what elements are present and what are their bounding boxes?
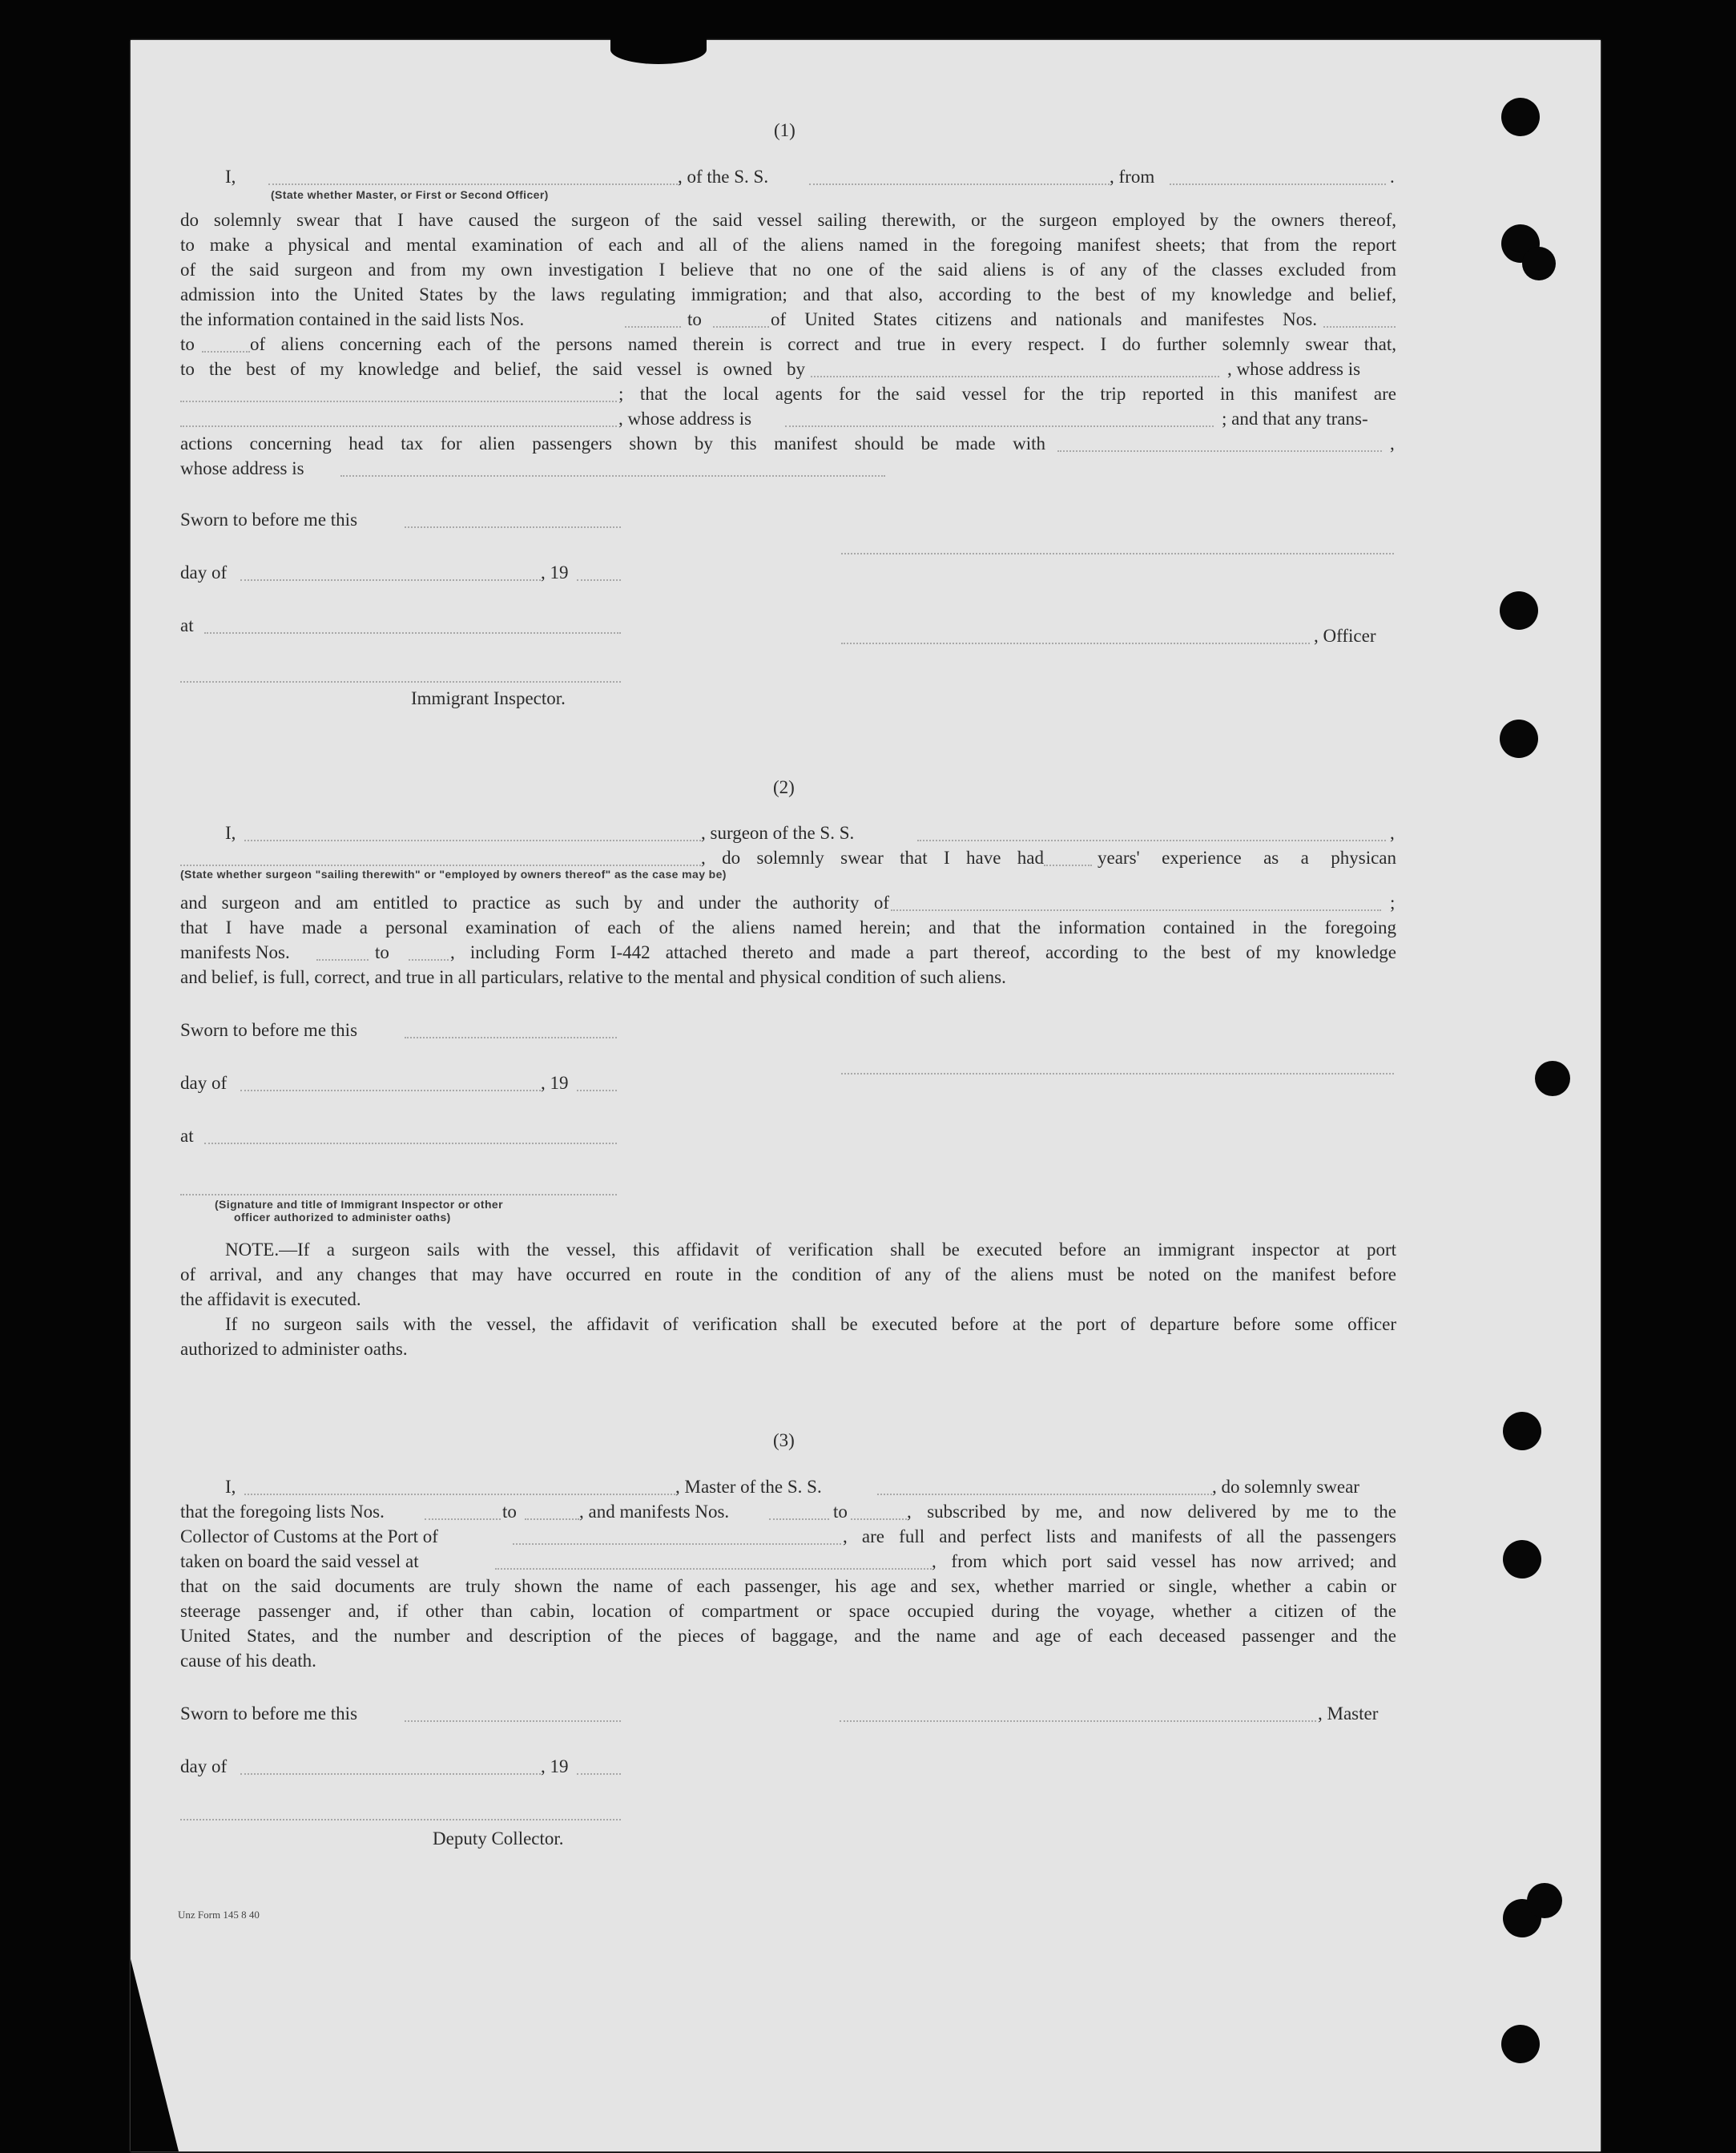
s2-l3: and surgeon and am entitled to practice as such by and under the authority of	[180, 893, 889, 913]
note-line-2: of arrival, and any changes that may have occurred en route in the condition of any of the aliens must be noted on the manifest before	[180, 1264, 1396, 1284]
s1-l9: ; that the local agents for the said vessel for the trip reported in this manifest are	[618, 384, 1396, 404]
master-title-field[interactable]	[268, 183, 681, 185]
s3-manifests-to-field[interactable]	[851, 1518, 907, 1520]
s2-sig-caption-2: officer authorized to administer oaths)	[234, 1211, 451, 1224]
s2-ship-name-field[interactable]	[917, 840, 1386, 841]
s1-end: .	[1390, 167, 1395, 187]
s3-l3b: , are full and perfect lists and manifests of all the passengers	[843, 1526, 1396, 1546]
s2-l2b: years' experience as a physican	[1098, 848, 1396, 868]
s3-line-8: cause of his death.	[180, 1651, 316, 1671]
s1-l6c: of United States citizens and nationals and manifestes Nos.	[771, 309, 1317, 329]
manifests-no-to-field[interactable]	[202, 351, 250, 353]
s3-l4b: , from which port said vessel has now arrived; and	[932, 1551, 1396, 1571]
s3-day-field[interactable]	[240, 1773, 541, 1775]
s1-l8a: to the best of my knowledge and belief, the said vessel is owned by	[180, 359, 805, 379]
punch-hole	[1535, 1061, 1570, 1096]
s3-master-signature-field[interactable]	[840, 1720, 1316, 1722]
s1-instruction: (State whether Master, or First or Second Officer)	[271, 188, 549, 201]
s2-year: , 19	[541, 1073, 569, 1093]
s1-l6b: to	[687, 309, 702, 329]
s1-officer: , Officer	[1314, 626, 1376, 646]
s1-line-4: admission into the United States by the laws regulating immigration; and that also, according to the best of my knowledge and belief,	[180, 284, 1396, 304]
s1-signature-field[interactable]	[841, 553, 1394, 554]
s2-officer-signature-field[interactable]	[180, 1194, 617, 1195]
form-id: Unz Form 145 8 40	[178, 1909, 260, 1921]
s1-line-3: of the said surgeon and from my own investigation I believe that no one of the said aliens is of any of the classes excluded from	[180, 260, 1396, 280]
note-line-4: If no surgeon sails with the vessel, the affidavit of verification shall be executed before at the port of departure before some officer	[225, 1314, 1396, 1334]
s1-l11: actions concerning head tax for alien passengers shown by this manifest should be made with	[180, 433, 1045, 454]
s2-sig-caption-1: (Signature and title of Immigrant Inspector or other	[215, 1198, 503, 1211]
torn-edge	[610, 35, 707, 64]
ship-name-field[interactable]	[809, 183, 1110, 185]
s3-port-field[interactable]	[513, 1543, 841, 1545]
s2-manifests-from-field[interactable]	[316, 959, 369, 961]
s3-master-name-field[interactable]	[244, 1494, 675, 1495]
s3-l2a: that the foregoing lists Nos.	[180, 1502, 385, 1522]
s3-l4a: taken on board the said vessel at	[180, 1551, 419, 1571]
head-tax-contact-field[interactable]	[1057, 450, 1382, 452]
s3-collector: Deputy Collector.	[433, 1828, 564, 1849]
surgeon-name-field[interactable]	[244, 840, 701, 841]
s3-ship-name-field[interactable]	[877, 1494, 1212, 1495]
surgeon-status-field[interactable]	[180, 865, 701, 866]
s2-day-field[interactable]	[240, 1090, 541, 1091]
note-line-3: the affidavit is executed.	[180, 1289, 361, 1309]
owner-address-field[interactable]	[180, 401, 617, 402]
punch-hole	[1527, 1883, 1562, 1918]
s3-day-of: day of	[180, 1756, 228, 1776]
s3-master-of: , Master of the S. S.	[675, 1477, 822, 1497]
s2-l5b: to	[375, 942, 389, 962]
local-agents-field[interactable]	[180, 425, 617, 427]
s3-line-7: United States, and the number and description of the pieces of baggage, and the name and age of each deceased passenger and the	[180, 1626, 1396, 1646]
s1-from: , from	[1110, 167, 1155, 187]
punch-hole	[1500, 591, 1538, 630]
punch-hole	[1501, 98, 1540, 136]
s3-line-6: steerage passenger and, if other than cabin, location of compartment or space occupied during the voyage, whether a citizen of the	[180, 1601, 1396, 1621]
s3-l3a: Collector of Customs at the Port of	[180, 1526, 438, 1546]
s1-line-2: to make a physical and mental examination of each and all of the aliens named in the foregoing manifest sheets; that from the report	[180, 235, 1396, 255]
s1-day-field[interactable]	[240, 579, 541, 581]
section-1-number: (1)	[774, 120, 795, 140]
s3-l2c: , and manifests Nos.	[579, 1502, 730, 1522]
agents-address-field[interactable]	[785, 425, 1214, 427]
practice-authority-field[interactable]	[891, 909, 1381, 911]
s2-i: I,	[225, 823, 236, 843]
s2-at: at	[180, 1126, 194, 1146]
s3-sworn-field[interactable]	[405, 1720, 621, 1722]
lists-no-from-field[interactable]	[625, 326, 681, 328]
note-line-5: authorized to administer oaths.	[180, 1339, 408, 1359]
s1-day-of: day of	[180, 562, 228, 583]
s1-inspector: Immigrant Inspector.	[411, 688, 566, 708]
s1-l7b: of aliens concerning each of the persons named therein is correct and true in every respect. I do further solemnly swear that,	[250, 334, 1396, 354]
lists-no-to-field[interactable]	[713, 326, 769, 328]
s2-l5a: manifests Nos.	[180, 942, 290, 962]
s2-year-field[interactable]	[577, 1090, 617, 1091]
s2-l2a: , do solemnly swear that I have had	[701, 848, 1044, 868]
s1-year: , 19	[541, 562, 569, 583]
s1-l11-end: ,	[1390, 433, 1395, 454]
s2-manifests-to-field[interactable]	[409, 959, 449, 961]
s1-at-field[interactable]	[204, 632, 621, 634]
s1-sworn: Sworn to before me this	[180, 510, 358, 530]
s1-i: I,	[225, 167, 236, 187]
section-3-number: (3)	[773, 1430, 795, 1450]
punch-hole	[1501, 2025, 1540, 2063]
s3-collector-field[interactable]	[180, 1819, 621, 1820]
s2-at-field[interactable]	[204, 1143, 617, 1144]
s1-year-field[interactable]	[577, 579, 621, 581]
s3-l2d: to	[833, 1502, 848, 1522]
s1-officer-field[interactable]	[841, 643, 1310, 644]
head-tax-address-field[interactable]	[340, 475, 885, 477]
s1-line-1: do solemnly swear that I have caused the surgeon of the said vessel sailing therewith, or the surgeon employed by the owners thereof,	[180, 210, 1396, 230]
s1-sworn-field[interactable]	[405, 526, 621, 528]
s2-l4: that I have made a personal examination of each of the aliens named herein; and that the information contained in the foregoing	[180, 917, 1396, 937]
s2-sworn-field[interactable]	[405, 1037, 617, 1038]
s3-swear: , do solemnly swear	[1212, 1477, 1359, 1497]
s3-boarding-port-field[interactable]	[495, 1568, 932, 1570]
s2-sworn: Sworn to before me this	[180, 1020, 358, 1040]
s3-master: , Master	[1318, 1703, 1379, 1724]
vessel-owner-field[interactable]	[811, 376, 1219, 377]
s1-l7a: to	[180, 334, 195, 354]
s1-l6a: the information contained in the said lists Nos.	[180, 309, 525, 329]
punch-hole	[1503, 1540, 1541, 1578]
s2-signature-field[interactable]	[841, 1073, 1394, 1074]
s2-surgeon-of: , surgeon of the S. S.	[701, 823, 855, 843]
s1-at: at	[180, 615, 194, 635]
s1-inspector-field[interactable]	[180, 681, 621, 683]
s1-l12: whose address is	[180, 458, 304, 478]
s1-l10a: , whose address is	[618, 409, 752, 429]
s3-year: , 19	[541, 1756, 569, 1776]
s3-lists-from-field[interactable]	[425, 1518, 501, 1520]
punch-hole	[1500, 720, 1538, 758]
s2-l3-end: ;	[1390, 893, 1396, 913]
port-from-field[interactable]	[1170, 183, 1386, 185]
punch-hole	[1522, 247, 1556, 280]
manifests-no-from-field[interactable]	[1323, 326, 1396, 328]
s2-l1-end: ,	[1390, 823, 1395, 843]
s3-manifests-from-field[interactable]	[769, 1518, 829, 1520]
s3-sworn: Sworn to before me this	[180, 1703, 358, 1724]
s2-day-of: day of	[180, 1073, 228, 1093]
s3-i: I,	[225, 1477, 236, 1497]
s1-l10b: ; and that any trans-	[1222, 409, 1368, 429]
s2-l6: and belief, is full, correct, and true in all particulars, relative to the mental and physical condition of such aliens.	[180, 967, 1006, 987]
years-experience-field[interactable]	[1044, 865, 1092, 866]
s2-l5c: , including Form I-442 attached thereto and made a part thereof, according to the best of my knowledge	[450, 942, 1396, 962]
s3-l2e: , subscribed by me, and now delivered by me to the	[907, 1502, 1396, 1522]
s3-line-5: that on the said documents are truly shown the name of each passenger, his age and sex, whether married or single, whether a cabin or	[180, 1576, 1396, 1596]
note-line-1: NOTE.—If a surgeon sails with the vessel, this affidavit of verification shall be executed before an immigrant inspector at port	[225, 1240, 1396, 1260]
s1-l8b: , whose address is	[1227, 359, 1361, 379]
punch-hole	[1503, 1412, 1541, 1450]
s2-instruction: (State whether surgeon "sailing therewith" or "employed by owners thereof" as the case may be)	[180, 868, 727, 881]
s1-of-ss: , of the S. S.	[678, 167, 769, 187]
s3-l2b: to	[502, 1502, 517, 1522]
s3-year-field[interactable]	[577, 1773, 621, 1775]
s3-lists-to-field[interactable]	[525, 1518, 579, 1520]
section-2-number: (2)	[773, 777, 795, 797]
